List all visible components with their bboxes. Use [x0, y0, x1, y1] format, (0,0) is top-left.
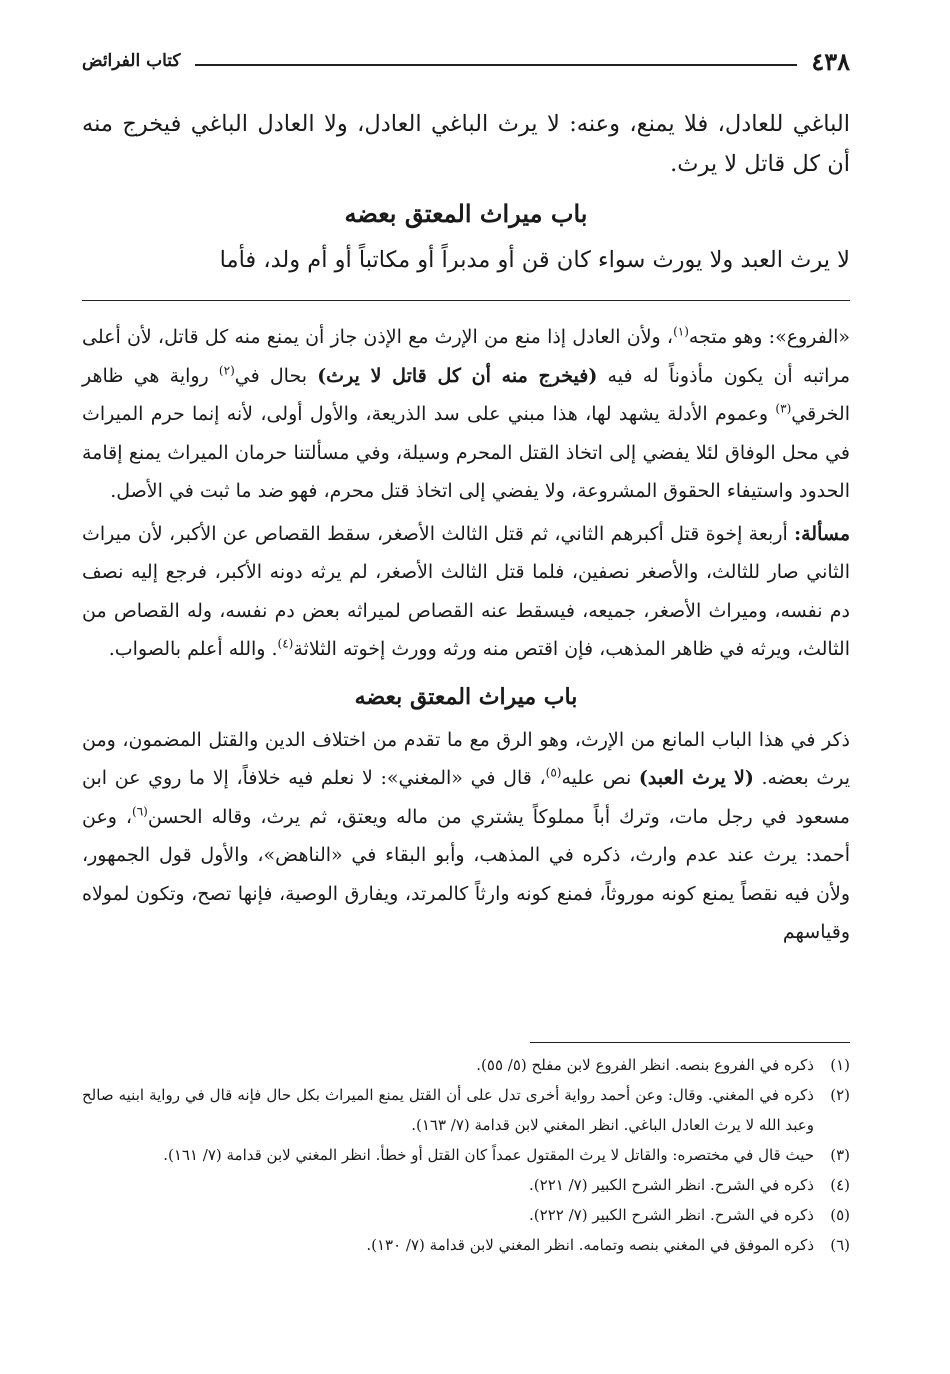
commentary-paragraph	[82, 721, 850, 952]
chapter-title: باب ميراث المعتق بعضه	[344, 199, 588, 228]
text-run: ، قال في «المغني»: لا نعلم فيه خلافاً، إلا ما روي عن ابن مسعود في رجل مات، وترك أباً مملوكاً يشتري من ماله ويعتق، ثم يرث، وقاله الحسن	[82, 767, 850, 828]
text-run: نص عليه	[561, 767, 639, 789]
footnote-ref[interactable]: (٦)	[132, 804, 148, 819]
footnote-text: ذكره في الشرح. انظر الشرح الكبير (٧/ ٢٢١).	[529, 1176, 814, 1194]
matn-text	[82, 104, 850, 280]
footnote-number: (١)	[830, 1056, 850, 1074]
page-number: ٤٣٨	[811, 46, 850, 76]
issue-label: مسألة:	[794, 522, 850, 545]
footnote-number: (٢)	[830, 1086, 850, 1104]
text-run: بحال في	[234, 364, 318, 387]
text-run: ذكر في هذا الباب المانع من الإرث، وهو الرق مع ما تقدم من اختلاف الدين والقتل المضمون، ومن يرث بعضه.	[82, 728, 850, 789]
text-run: . والله أعلم بالصواب.	[108, 638, 278, 660]
footnote-text: ذكره في الفروع بنصه. انظر الفروع لابن مفلح (٥/ ٥٥).	[476, 1056, 814, 1074]
book-title: كتاب الفرائض	[82, 51, 181, 71]
footnote-item	[82, 1050, 850, 1080]
footnote-ref[interactable]: (١)	[673, 324, 689, 339]
footnote-number: (٤)	[830, 1176, 850, 1194]
text-run: «الفروع»: وهو متجه	[688, 326, 851, 348]
footnote-number: (٦)	[830, 1236, 850, 1254]
footnotes	[82, 1050, 850, 1260]
footnote-divider	[530, 1042, 850, 1043]
footnote-item	[82, 1230, 850, 1260]
commentary-divider	[82, 300, 850, 301]
chapter-title: باب ميراث المعتق بعضه	[354, 683, 578, 710]
footnote-ref[interactable]: (٣)	[775, 401, 792, 416]
commentary-text	[82, 318, 850, 956]
footnote-item	[82, 1200, 850, 1230]
footnote-ref[interactable]: (٥)	[545, 765, 562, 780]
header-rule	[195, 64, 798, 66]
text-run: ، ولأن العادل إذا منع من الإرث مع الإذن جاز أن يمنع منه كل قاتل، لأن أعلى مراتبه أن يكون مأذوناً له فيه	[82, 326, 851, 387]
matn-paragraph: الباغي للعادل، فلا يمنع، وعنه: لا يرث الباغي العادل، ولا العادل الباغي فيخرج منه أن كل قاتل لا يرث.	[82, 111, 850, 177]
text-run: ، وعن أحمد: يرث عند عدم وارث، ذكره في المذهب، وأبو البقاء في «الناهض»، والأول قول الجمهور، ولأن فيه نقصاً يمنع كونه موروثاً، فمنع كونه وارثاً كالمرتد، ويفارق الوصية، فإنها تصح، وتكون لمولاه وقياسهم	[82, 805, 850, 943]
quoted-matn: (فيخرج منه أن كل قاتل لا يرث)	[317, 364, 598, 387]
text-run: أربعة إخوة قتل أكبرهم الثاني، ثم قتل الثالث الأصغر، سقط القصاص عن الأكبر، لأن ميراث الثاني صار للثالث، والأصغر نصفين، فلما قتل الثالث الأصغر، لم يرثه دونه الأكبر، فرجع إليه نصف دم نفسه، وميراث الأصغر، جميعه، فيسقط عنه القصاص لميراثه بعض دم نفسه، وله القصاص من الثالث، ويرثه في ظاهر المذهب، فإن اقتص منه ورثه وورث إخوته الثلاثة	[82, 522, 850, 660]
footnote-text: ذكره في المغني. وقال: وعن أحمد رواية أخرى تدل على أن القتل يمنع الميراث بكل حال فإنه قال في رواية ابنيه صالح وعبد الله لا يرث العادل الباغي. انظر المغني لابن قدامة (٧/ ١٦٣).	[82, 1086, 814, 1134]
footnote-text: ذكره في الشرح. انظر الشرح الكبير (٧/ ٢٢٢).	[529, 1206, 814, 1224]
quoted-matn: (لا يرث العبد)	[638, 767, 754, 789]
footnote-number: (٥)	[830, 1206, 850, 1224]
commentary-paragraph	[82, 318, 850, 511]
footnote-number: (٣)	[830, 1146, 850, 1164]
footnote-text: حيث قال في مختصره: والقاتل لا يرث المقتول عمداً كان القتل أو خطأ. انظر المغني لابن قدامة (٧/ ١٦١).	[163, 1146, 814, 1164]
footnote-ref[interactable]: (٢)	[218, 363, 235, 378]
text-run: رواية هي ظاهر الخرقي	[82, 364, 850, 425]
matn-paragraph: لا يرث العبد ولا يورث سواء كان قن أو مدبراً أو مكاتباً أو أم ولد، فأما	[219, 247, 850, 273]
footnote-item	[82, 1140, 850, 1170]
footnote-text: ذكره الموفق في المغني بنصه وتمامه. انظر المغني لابن قدامة (٧/ ١٣٠).	[366, 1236, 814, 1254]
commentary-paragraph	[82, 515, 850, 669]
text-run: وعموم الأدلة يشهد لها، هذا مبني على سد الذريعة، والأول أولى، لأنه إنما حرم الميراث في محل الوفاق لئلا يفضي إلى اتخاذ القتل المحرم وسيلة، وفي مسألتنا حرمان الميراث يمنع إقامة الحدود واستيفاء الحقوق المشروعة، ولا يفضي إلى اتخاذ قتل محرم، فهو ضد ما ثبت في الأصل.	[82, 403, 850, 502]
footnote-item	[82, 1080, 850, 1140]
running-header	[82, 46, 850, 76]
footnote-item	[82, 1170, 850, 1200]
footnote-ref[interactable]: (٤)	[277, 636, 294, 651]
